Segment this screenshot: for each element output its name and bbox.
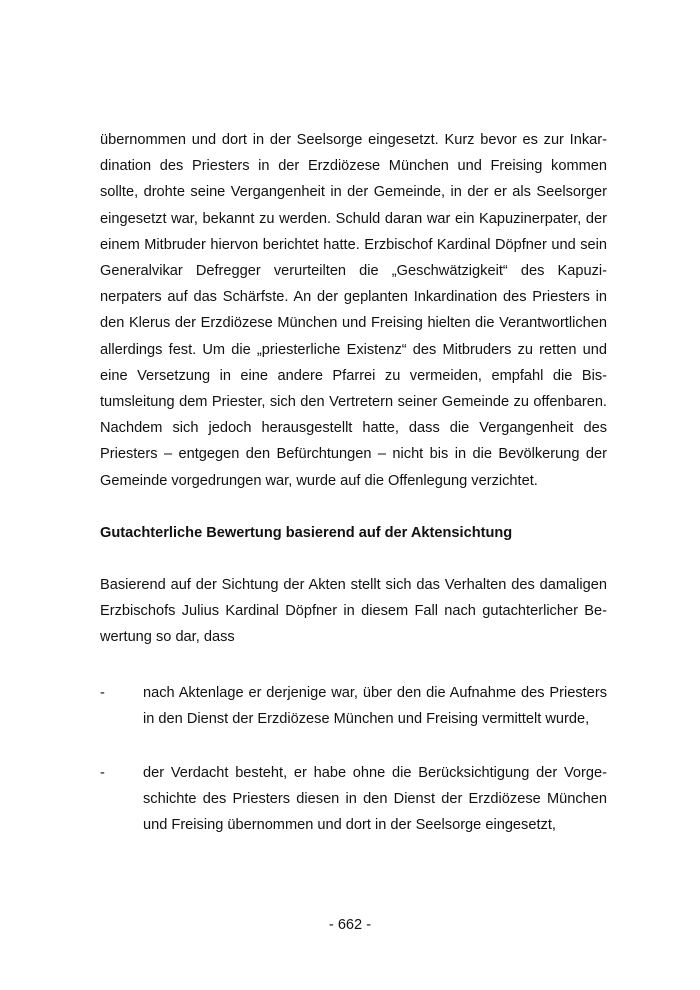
page-number: - 662 -: [328, 917, 372, 933]
list-item-text: nach Aktenlage er derjenige war, über den die Aufnahme des Priesters in den Dienst der Erzdiözese München und Freising vermittelt wurde,: [143, 685, 607, 728]
list-bullet: -: [100, 685, 105, 701]
body-paragraph: übernommen und dort in der Seelsorge eingesetzt. Kurz bevor es zur Inkardination des Priesters in der Erzdiözese München und Freising kommen sollte, drohte seine Vergangenheit in der Gemeinde, in der er als Seelsorger eingesetzt war, bekannt zu werden. Schuld daran war ein Kapuzinerpater, der einem Mitbruder hiervon berichtet hatte. Erzbischof Kardinal Döpfner und sein Generalvikar Defregger verurteilten die „Geschwätzigkeit“ des Kapuzinerpaters auf das Schärfste. An der geplanten Inkardination des Priesters in den Klerus der Erzdiözese München und Freising hielten die Verantwortlichen allerdings fest. Um die „priesterliche Existenz“ des Mitbruders zu retten und eine Versetzung in eine andere Pfarrei zu vermeiden, empfahl die Bistumsleitung dem Priester, sich den Vertretern seiner Gemeinde zu offenbaren. Nachdem sich jedoch herausgestellt hatte, dass die Vergangenheit des Priesters – entgegen den Befürchtungen – nicht bis in die Bevölkerung der Gemeinde vorgedrungen war, wurde auf die Offenlegung verzichtet.: [100, 132, 607, 489]
list-bullet: -: [100, 765, 105, 781]
list-item-text: der Verdacht besteht, er habe ohne die Berücksichtigung der Vorgeschichte des Priesters diesen in den Dienst der Erzdiözese München und Freising übernommen und dort in der Seelsorge eingesetzt,: [143, 765, 607, 834]
intro-paragraph: Basierend auf der Sichtung der Akten stellt sich das Verhalten des damaligen Erzbischofs Julius Kardinal Döpfner in diesem Fall nach gutachterlicher Bewertung so dar, dass: [100, 577, 607, 646]
section-heading: Gutachterliche Bewertung basierend auf der Aktensichtung: [100, 525, 513, 541]
